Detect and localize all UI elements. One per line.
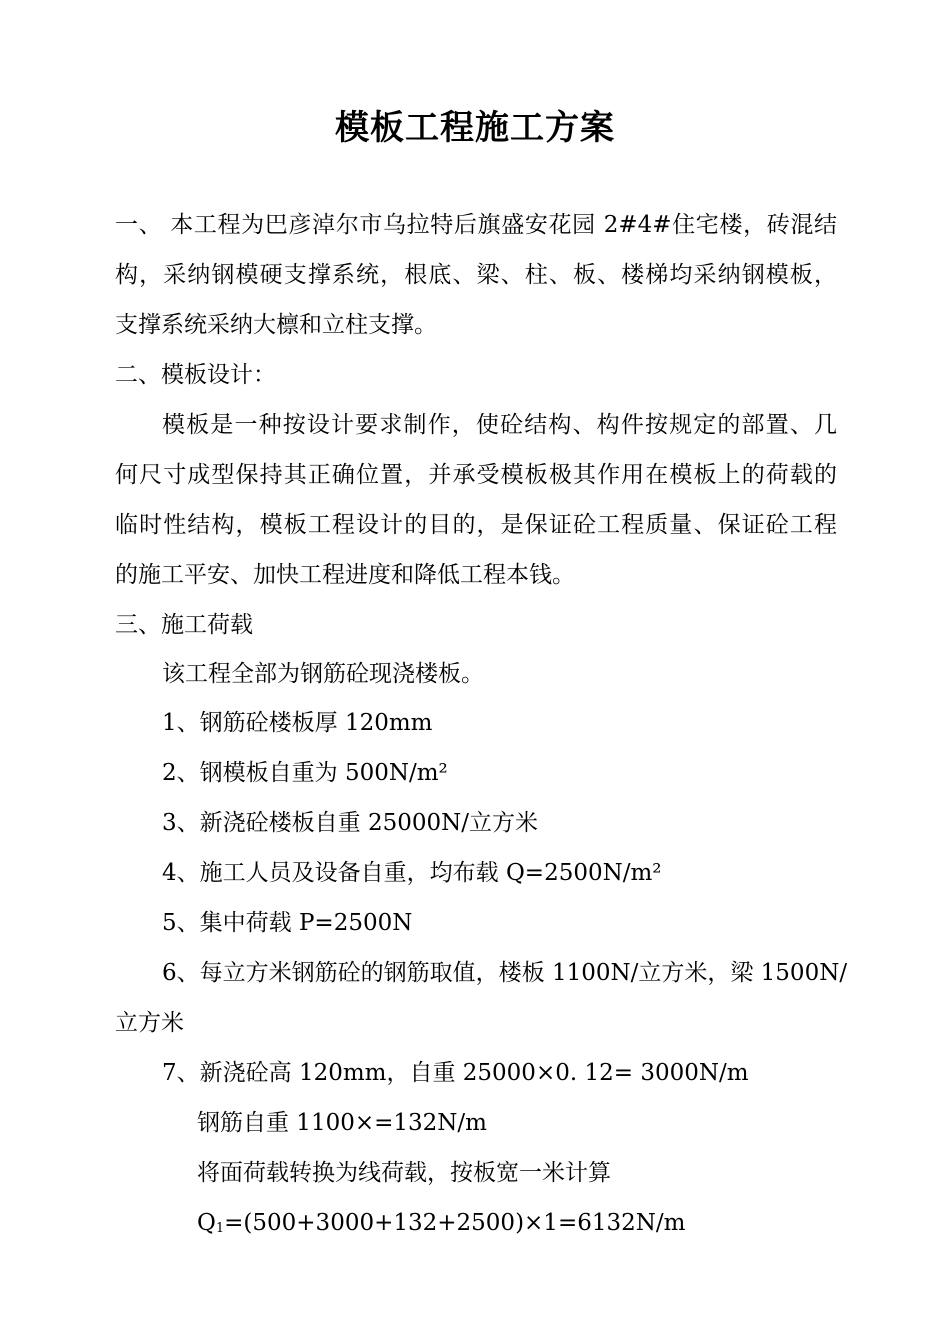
list-item: 4、施工人员及设备自重，均布载 Q=2500N/m² [162, 860, 662, 886]
paragraph-line: 临时性结构，模板工程设计的目的，是保证砼工程质量、保证砼工程 [115, 512, 837, 538]
list-item: 7、新浇砼高 120mm，自重 25000×0. 12= 3000N/m [162, 1060, 749, 1086]
list-item: 5、集中荷载 P=2500N [162, 910, 413, 936]
section-heading: 二、模板设计： [115, 362, 276, 388]
paragraph-line: 该工程全部为钢筋砼现浇楼板。 [162, 661, 484, 687]
paragraph-line: 的施工平安、加快工程进度和降低工程本钱。 [115, 562, 575, 588]
paragraph-line: 支撑系统采纳大檩和立柱支撑。 [115, 312, 437, 338]
section-heading: 三、施工荷载 [115, 612, 253, 638]
list-item-continuation: 立方米 [115, 1010, 184, 1036]
list-item: 3、新浇砼楼板自重 25000N/立方米 [162, 810, 538, 836]
formula-line [197, 1206, 685, 1246]
list-item: 1、钢筋砼楼板厚 120mm [162, 710, 433, 736]
paragraph-line: 何尺寸成型保持其正确位置，并承受模板极其作用在模板上的荷载的 [115, 462, 837, 488]
formula-subscript: 1 [215, 1221, 225, 1236]
formula-expression: =(500+3000+132+2500)×1=6132N/m [224, 1210, 686, 1236]
list-item: 6、每立方米钢筋砼的钢筋取值，楼板 1100N/立方米，梁 1500N/ [162, 960, 848, 986]
paragraph-line: 一、 本工程为巴彦淖尔市乌拉特后旗盛安花园 2#4#住宅楼，砖混结 [115, 212, 837, 238]
paragraph-line: 构，采纳钢模硬支撑系统，根底、梁、柱、板、楼梯均采纳钢模板， [115, 262, 837, 288]
formula-symbol: Q [197, 1210, 216, 1236]
calculation-line: 将面荷载转换为线荷载，按板宽一米计算 [197, 1160, 611, 1186]
calculation-line: 钢筋自重 1100×=132N/m [197, 1110, 487, 1136]
paragraph-line: 模板是一种按设计要求制作，使砼结构、构件按规定的部置、几 [162, 412, 837, 438]
list-item: 2、钢模板自重为 500N/m² [162, 760, 448, 786]
document-title: 模板工程施工方案 [335, 108, 615, 148]
